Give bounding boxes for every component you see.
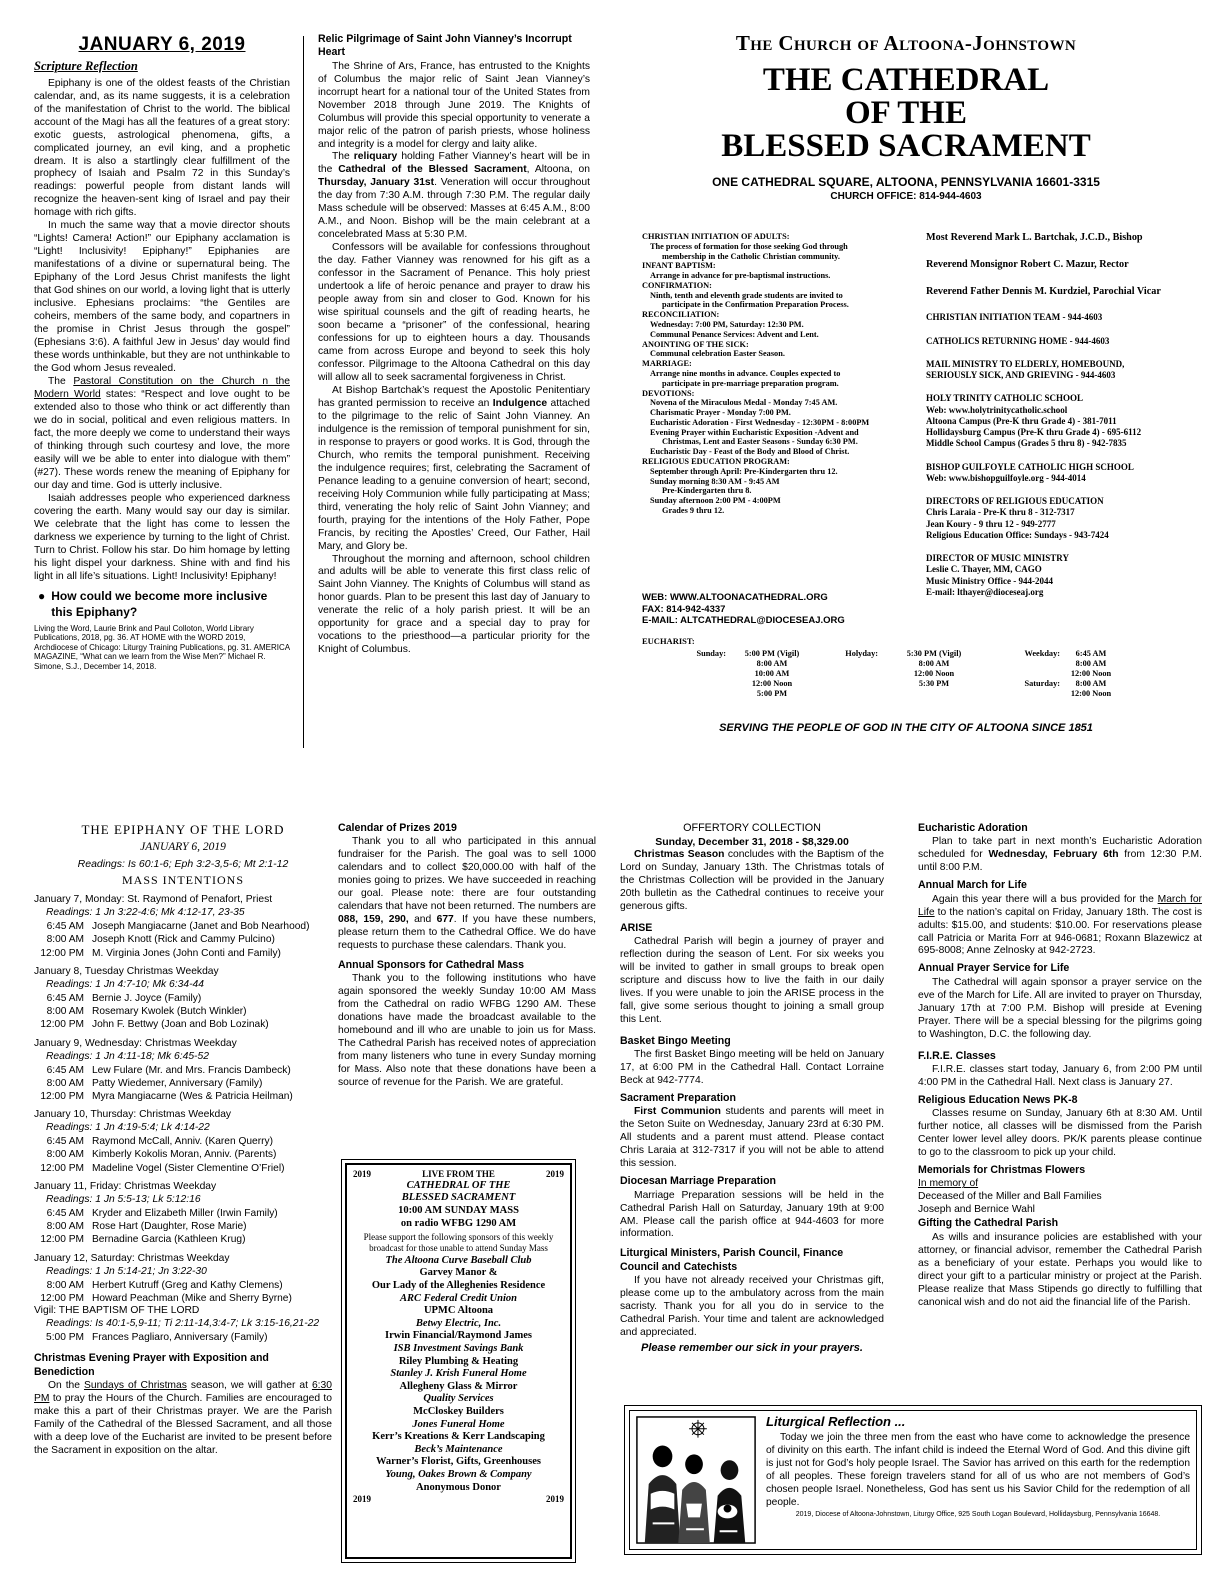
sponsor-name: Young, Oakes Brown & Company [385, 1468, 532, 1480]
feast-title: THE EPIPHANY OF THE LORD [81, 822, 285, 837]
intention-time: 12:00 PM [40, 1162, 84, 1174]
sponsor-name: Betwy Electric, Inc. [415, 1317, 502, 1329]
service-line: Grades 9 thru 12. [662, 505, 725, 515]
intention-name: Kryder and Elizabeth Miller (Irwin Family) [92, 1207, 278, 1219]
eucharist-cell [988, 669, 1062, 679]
intention-row [34, 1233, 332, 1246]
eucharist-cell [816, 659, 880, 669]
bulletin-date: JANUARY 6, 2019 [78, 34, 246, 55]
sponsor-name: Beck’s Maintenance [414, 1443, 503, 1455]
eucharist-cell: Sunday: [696, 648, 726, 658]
directory-line: Music Ministry Office - 944-2044 [926, 575, 1053, 586]
sponsor-name: McCloskey Builders [413, 1405, 504, 1417]
memorial-heading: In memory of [918, 1178, 979, 1190]
service-line: Eucharistic Day - Feast of the Body and Blood of Christ. [650, 447, 850, 457]
arise-title: ARISE [620, 921, 653, 934]
sacrament-paragraph: First Communion students and parents will meet in the Seton Suite on Wednesday, January 23rd at 6:30 PM. All students and a parent must attend. Please contact Chris Laraia at 312-7317 if you will not be able to attend this session. [620, 1106, 884, 1170]
scripture-reflection-title: Scripture Reflection [34, 58, 138, 73]
eucharist-cell [676, 679, 728, 689]
directory-line: Web: www.holytrinitycatholic.school [926, 404, 1068, 415]
eucharist-cell: 5:30 PM [918, 679, 950, 689]
eucharist-cell: 5:00 PM [756, 689, 788, 699]
document-link[interactable]: Pastoral Constitution on the Church n the Modern World [34, 375, 290, 400]
relic-paragraph: At Bishop Bartchak’s request the Apostolic Penitentiary has granted permission to receive an Indulgence attached to the pilgrimage to the relic of Saint John Vianney. An indulgence is the remission of temporal punishment for sin, in response to prayers or good works. It is God, through the Church, who remits the temporal punishment. Receiving the indulgence requires; first, celebrating the Sacrament of Penance leading to a genuine conversion of heart; second, receiving Holy Communion while fully participating at Mass; third, venerating the holy relic of Saint John Vianney; and fourth, praying for the intentions of the Holy Father, Pope Francis, by reciting the Apostles’ Creed, Our Father, Hail Mary, and Glory be. [318, 384, 590, 552]
service-line: CHRISTIAN INITIATION OF ADULTS: [642, 232, 790, 241]
liturgical-reflection-paragraph: Today we join the three men from the east who have come to acknowledge the presence of divinity on this earth. The infant child is indeed the Eternal Word of God. And this divine gift is just not for God’s holy people Israel. The Savior has arrived on this earth for the redemption of all peoples. These foreign travelers stand for all of us who are not members of God’s chosen people Israel. Nonetheless, God has sent us his Savior Child for the redemption of all people. [766, 1432, 1190, 1508]
directory-line: Middle School Campus (Grades 5 thru 8) - 942-7835 [926, 438, 1127, 449]
service-line: Communal Penance Services: Advent and Lent. [650, 329, 819, 339]
intention-name: Herbert Kutruff (Greg and Kathy Clemens) [92, 1279, 283, 1291]
eucharist-cell: 6:45 AM [1075, 648, 1107, 658]
church-office-phone: CHURCH OFFICE: 814-944-4603 [830, 190, 982, 202]
eucharist-cell [816, 689, 880, 699]
directory-entry [926, 312, 1212, 323]
service-line: Arrange nine months in advance. Couples expected to [650, 368, 841, 378]
service-line: Sunday morning 8:30 AM - 9:45 AM [650, 476, 780, 486]
directory-line: Reverend Father Dennis M. Kurdziel, Parochial Vicar [926, 285, 1161, 297]
intention-name: Patty Wiedemer, Anniversary (Family) [92, 1077, 263, 1089]
directory-entry [926, 232, 1212, 245]
intention-row [34, 1279, 332, 1292]
offertory-column [620, 822, 884, 1392]
eucharist-row [676, 659, 1120, 669]
intention-readings: Readings: 1 Jn 4:11-18; Mk 6:45-52 [46, 1050, 209, 1062]
intention-row [34, 1090, 332, 1103]
ministers-title: Liturgical Ministers, Parish Council, Finance Council and Catechists [620, 1247, 844, 1273]
eucharist-cell: 8:00 AM [756, 658, 788, 668]
intention-row [34, 920, 332, 933]
intention-name: M. Virginia Jones (John Conti and Family) [92, 947, 281, 959]
sponsor-name: Riley Plumbing & Heating [398, 1355, 519, 1367]
sacrament-title: Sacrament Preparation [620, 1092, 736, 1105]
service-line: Evening Prayer within Eucharistic Exposition -Advent and [650, 427, 859, 437]
eucharist-cell: 5:30 PM (Vigil) [906, 648, 962, 658]
intention-time: 8:00 AM [46, 1149, 84, 1161]
intention-time: 12:00 PM [40, 1234, 84, 1246]
service-line: Sunday afternoon 2:00 PM - 4:00PM [650, 496, 781, 506]
sponsor-name: Garvey Manor & [419, 1267, 498, 1279]
intention-name: Madeline Vogel (Sister Clementine O’Friel) [92, 1162, 285, 1174]
calendar-prizes-paragraph: Thank you to all who participated in this annual fundraiser for the Parish. The goal was to sell 1000 calendars and to collect $20,000.00 with half of the monies going to prizes. We have succeeded in reaching our goal. Please note: there are four outstanding calendars that have not been returned. The numbers are 088, 159, 290, and 677. If you have these numbers, please return them to the Cathedral Office. We do have requests to purchase these calendars. Thank you. [338, 836, 596, 952]
directory-entry [926, 393, 1212, 449]
intention-row [34, 1005, 332, 1018]
intention-row [34, 1135, 332, 1148]
service-line: MARRIAGE: [642, 359, 692, 369]
intention-time: 12:00 PM [40, 1091, 84, 1102]
prayer-service-title: Annual Prayer Service for Life [918, 962, 1070, 975]
intention-day [34, 1109, 332, 1175]
intention-time: 6:45 AM [46, 1136, 84, 1148]
fire-classes-title: F.I.R.E. Classes [918, 1049, 996, 1062]
intention-time: 6:45 AM [46, 1207, 84, 1219]
magi-illustration [634, 1415, 758, 1545]
serving-tagline: SERVING THE PEOPLE OF GOD IN THE CITY OF ALTOONA SINCE 1851 [719, 722, 1093, 734]
eucharist-cell: 12:00 Noon [751, 679, 793, 689]
bullet-icon: ● [38, 589, 46, 604]
directory-entry [926, 336, 1212, 347]
reflection-paragraph: The Pastoral Constitution on the Church n the Modern World states: “Respect and love ought to be extended also to those who think or act differently than we do in social, political and even religious matters. In fact, the more deeply we come to understand their ways of thinking through such courtesy and love, the more easily will we be able to enter into dialogue with them” (#27). These words renew the meaning of Epiphany for our day and time. God is utterly inclusive. [34, 375, 290, 491]
directory-line: Altoona Campus (Pre-K thru Grade 4) - 381-7011 [926, 415, 1117, 426]
eucharist-cell: 12:00 Noon [1070, 668, 1112, 678]
radio-sponsors-box [341, 1159, 576, 1563]
services-list [642, 232, 922, 577]
sponsor-name: UPMC Altoona [423, 1305, 494, 1317]
eucharist-cell: 10:00 AM [754, 668, 790, 678]
arise-paragraph: Cathedral Parish will begin a journey of prayer and reflection during the season of Lent. For six weeks you will be invited to gather in small groups to break open scripture and discuss how to live the faith in our daily lives. If you were unable to join the ARISE process in the fall, give some serious thought to joining a small group this Lent. [620, 936, 884, 1025]
eucharist-cell [988, 689, 1062, 699]
eucharist-cell: Weekday: [1024, 648, 1060, 658]
sponsor-name: Allegheny Glass & Mirror [399, 1380, 518, 1392]
eucharist-cell: 8:00 AM [918, 658, 950, 668]
intention-name: Raymond McCall, Anniv. (Karen Querry) [92, 1136, 273, 1148]
bingo-paragraph: The first Basket Bingo meeting will be held on January 17, at 6:00 PM in the Cathedral Hall. Contact Lorraine Beck at 942-7774. [620, 1049, 884, 1087]
intention-time: 6:45 AM [46, 1064, 84, 1076]
intention-day-title: January 10, Thursday: Christmas Weekday [34, 1109, 232, 1121]
intention-row [34, 1148, 332, 1161]
directory-entry [926, 553, 1212, 598]
offertory-amount: Sunday, December 31, 2018 - $8,329.00 [655, 835, 849, 848]
religious-ed-title: Religious Education News PK-8 [918, 1093, 1078, 1106]
service-line: Novena of the Miraculous Medal - Monday 7:45 AM. [650, 398, 838, 408]
service-line: Ninth, tenth and eleventh grade students are invited to [650, 290, 843, 300]
sponsor-name: Warner’s Florist, Gifts, Greenhouses [376, 1456, 541, 1468]
intention-time: 8:00 AM [46, 1077, 84, 1089]
service-line: participate in the Confirmation Preparation Process. [662, 300, 849, 310]
sponsor-name: Kerr’s Kreations & Kerr Landscaping [372, 1431, 545, 1443]
intention-time: 12:00 PM [40, 1292, 84, 1304]
intention-day-title: January 8, Tuesday Christmas Weekday [34, 965, 219, 977]
directory-entry [926, 462, 1212, 485]
sponsors-title: Annual Sponsors for Cathedral Mass [338, 959, 525, 972]
service-line: Arrange in advance for pre-baptismal instructions. [650, 271, 831, 281]
intention-row [34, 933, 332, 946]
directory-line: Reverend Monsignor Robert C. Mazur, Rector [926, 258, 1129, 270]
liturgy-office-credit: 2019, Diocese of Altoona-Johnstown, Liturgy Office, 925 South Logan Boulevard, Hollidaysburg, Pennsylvania 16648. [795, 1511, 1161, 1519]
sponsor-name: Anonymous Donor [416, 1481, 501, 1493]
ministers-paragraph: If you have not already received your Christmas gift, please come up to the ambulatory across from the main sacristy. Thank you for all you do in service to the Cathedral Parish. Your time and talent are acknowledged and appreciated. [620, 1275, 884, 1338]
eucharist-cell: 8:00 AM [1075, 658, 1107, 668]
scripture-column [34, 33, 290, 751]
intention-row: 5:00 PM Frances Pagliaro, Anniversary (Family) [46, 1332, 268, 1343]
intention-day [34, 1038, 332, 1104]
intention-day [34, 1253, 332, 1305]
adoration-paragraph: Plan to take part in next month’s Eucharistic Adoration scheduled for Wednesday, February 6th from 12:30 P.M. until 8:00 P.M. [918, 836, 1202, 874]
directory-line: Most Reverend Mark L. Bartchak, J.C.D., Bishop [926, 232, 1143, 243]
prizes-column [338, 822, 596, 1154]
eucharist-cell [816, 669, 880, 679]
intention-readings: Readings: 1 Jn 4:19-5:4; Lk 4:14-22 [46, 1122, 210, 1134]
intention-day-title: January 7, Monday: St. Raymond of Penafort, Priest [34, 894, 273, 906]
intention-time: 8:00 AM [46, 1006, 84, 1018]
mass-intentions-column [34, 822, 332, 1570]
eucharist-cell [988, 659, 1062, 669]
intention-time: 8:00 AM [46, 1279, 84, 1291]
reflection-paragraph: In much the same way that a movie director shouts “Lights! Camera! Action!” our Epiphany acclamation is “Light! Inclusivity! Epiphany!” Epiphanies are manifestations of a divine or supernatural being. The Epiphany of the Lord Jesus Christ manifests the light that God shines on our world, a loving light that is utterly inclusive. Ephesians proclaims: “the Gentiles are coheirs, members of the same body, and copartners in the promise in Christ Jesus through the gospel” (Ephesians 3:6). A faithful Jew in Jesus’ day would find these words unthinkable, but they are not unthinkable to the God whom Jesus revealed. [34, 220, 290, 374]
eucharist-schedule [642, 636, 1202, 716]
year-label: 2019 [546, 1169, 564, 1179]
intention-row [34, 1220, 332, 1233]
evening-prayer-paragraph: On the Sundays of Christmas season, we will gather at 6:30 PM to pray the Hours of the Church. Families are encouraged to make this a part of their Christmas prayer. We are the Parish Family of the Cathedral of the Blessed Sacrament, and all those with a deep love of the Eucharist are invited to be present before the Sacrament in exposition on the altar. [34, 1379, 332, 1456]
intention-time: 12:00 PM [40, 1019, 84, 1031]
service-line: Pre-Kindergarten thru 8. [662, 486, 752, 496]
service-line: Eucharistic Adoration - First Wednesday - 12:30PM - 8:00PM [650, 417, 870, 427]
service-line: RECONCILIATION: [642, 310, 720, 320]
memorial-name: Joseph and Bernice Wahl [918, 1204, 1035, 1216]
calendar-prizes-title: Calendar of Prizes 2019 [338, 822, 457, 834]
intention-row [34, 947, 332, 960]
directory-entry [926, 496, 1212, 541]
relic-paragraph: Throughout the morning and afternoon, school children and adults will be able to venerate this first class relic of Saint John Vianney. The Knights of Columbus will stand as honor guards. Plan to be present this last day of January to venerate the relic of a holy parish priest. It will be an opportunity for grace and a special day to pray for vocations to the priesthood—a particular priority for the Knight of Columbus. [318, 553, 590, 656]
intention-row [34, 992, 332, 1005]
year-label: 2019 [353, 1169, 371, 1179]
service-line: Wednesday: 7:00 PM, Saturday: 12:30 PM. [650, 320, 804, 330]
vigil-title: Vigil: THE BAPTISM OF THE LORD [34, 1305, 200, 1317]
directory-line: SERIOUSLY SICK, AND GRIEVING - 944-4603 [926, 370, 1116, 380]
feast-date: JANUARY 6, 2019 [140, 841, 226, 854]
directory-line: MAIL MINISTRY TO ELDERLY, HOMEBOUND, [926, 358, 1125, 369]
sick-prayer-note: Please remember our sick in your prayers. [641, 1341, 863, 1354]
box-heading: BLESSED SACRAMENT [401, 1192, 516, 1204]
intention-day-title: January 12, Saturday: Christmas Weekday [34, 1252, 230, 1264]
march-for-life-paragraph: Again this year there will a bus provided for the March for Life to the nation’s capital on Friday, January 18th. The cost is adults: $15.00, and students: $10.00. For reservations please call Patricia or Marita Forr at 946-0681; Roxann Blazewicz at 695-8008; Anne Zelnosky at 942-2723. [918, 893, 1202, 957]
intention-readings: Readings: 1 Jn 3:22-4:6; Mk 4:12-17, 23-35 [46, 907, 245, 919]
intention-name: Lew Fulare (Mr. and Mrs. Francis Dambeck) [92, 1064, 291, 1076]
intention-name: Bernadine Garcia (Kathleen Krug) [92, 1234, 246, 1246]
eucharist-cell: 12:00 Noon [913, 668, 955, 678]
eucharist-cell: Saturday: [1024, 679, 1060, 689]
intention-row [34, 1077, 332, 1090]
eucharist-cell [816, 679, 880, 689]
intention-row [34, 1292, 332, 1305]
directory-line: Chris Laraia - Pre-K thru 8 - 312-7317 [926, 507, 1075, 518]
sponsor-name: Jones Funeral Home [412, 1418, 505, 1430]
service-line: The process of formation for those seeking God through [650, 241, 848, 251]
directory-line: Hollidaysburg Campus (Pre-K thru Grade 4) - 695-6112 [926, 427, 1142, 437]
box-note: Please support the following sponsors of this weekly broadcast for those unable to attend Sunday Mass [363, 1232, 554, 1253]
sponsors-list [353, 1255, 564, 1494]
religious-ed-paragraph: Classes resume on Sunday, January 6th at 8:30 AM. Until further notice, all classes will be dismissed from the Parish Center lower level alley doors. PK/K parents please continue to go to the classroom to pick up your child. [918, 1108, 1202, 1159]
box-heading: 10:00 AM SUNDAY MASS [398, 1204, 519, 1216]
service-line: DEVOTIONS: [642, 388, 695, 398]
intention-name: Joseph Knott (Rick and Cammy Pulcino) [92, 934, 275, 946]
intention-time: 6:45 AM [46, 921, 84, 933]
intention-name: Rosemary Kwolek (Butch Winkler) [92, 1006, 247, 1018]
directory-line: Religious Education Office: Sundays - 943-7424 [926, 529, 1109, 540]
intention-readings: Readings: 1 Jn 4:7-10; Mk 6:34-44 [46, 978, 204, 990]
sponsor-name: Stanley J. Krish Funeral Home [390, 1368, 527, 1380]
service-line: September through April: Pre-Kindergarten thru 12. [650, 466, 838, 476]
eucharist-cell: 8:00 AM [1075, 679, 1107, 689]
eucharist-row [676, 649, 1120, 659]
service-line: Communal celebration Easter Season. [650, 349, 785, 359]
fire-classes-paragraph: F.I.R.E. classes start today, January 6, from 2:00 PM until 4:00 PM in the Cathedral Hall. Next class is January 27. [918, 1063, 1202, 1088]
directory-entry [926, 259, 1212, 272]
intention-day-title: January 11, Friday: Christmas Weekday [34, 1180, 217, 1192]
sponsor-name: The Altoona Curve Baseball Club [385, 1254, 532, 1266]
sponsor-name: Quality Services [423, 1393, 494, 1405]
eucharist-cell: Holyday: [845, 648, 878, 658]
intention-name: Myra Mangiacarne (Wes & Patricia Heilman) [92, 1091, 293, 1102]
marriage-prep-paragraph: Marriage Preparation sessions will be held in the Cathedral Parish Hall on Saturday, January 19th at 9:00 AM. Please call the parish office at 944-4603 for more information. [620, 1189, 884, 1240]
march-for-life-title: Annual March for Life [918, 879, 1027, 892]
eucharist-row [676, 689, 1120, 699]
evening-prayer-title: Christmas Evening Prayer with Exposition and Benediction [34, 1352, 269, 1378]
memorial-name: Deceased of the Miller and Ball Families [918, 1191, 1102, 1203]
intention-day [34, 966, 332, 1032]
service-line: CONFIRMATION: [642, 280, 712, 290]
intention-name: Joseph Mangiacarne (Janet and Bob Nearhood) [92, 921, 310, 933]
intention-row [34, 1162, 332, 1175]
marriage-prep-title: Diocesan Marriage Preparation [620, 1175, 777, 1188]
directory-line: Jean Koury - 9 thru 12 - 949-2777 [926, 518, 1056, 529]
liturgical-reflection-title: Liturgical Reflection ... [766, 1414, 906, 1429]
intention-name: John F. Bettwy (Joan and Bob Lozinak) [92, 1019, 269, 1031]
box-heading: LIVE FROM THE [422, 1169, 495, 1179]
intention-row [34, 1064, 332, 1077]
email-link[interactable]: E-MAIL: ALTCATHEDRAL@DIOCESEAJ.ORG [642, 615, 845, 627]
intention-time: 8:00 AM [46, 934, 84, 946]
feast-readings: Readings: Is 60:1-6; Eph 3:2-3,5-6; Mt 2:1-12 [77, 857, 289, 870]
intention-day [34, 1181, 332, 1247]
eucharist-cell [676, 689, 728, 699]
reflection-question: ● How could we become more inclusive this Epiphany? [38, 589, 268, 619]
eucharist-cell: 12:00 Noon [1070, 689, 1112, 699]
eucharist-cell: 5:00 PM (Vigil) [744, 648, 800, 658]
website-link[interactable]: WEB: WWW.ALTOONACATHEDRAL.ORG [642, 592, 828, 603]
directory-line: DIRECTOR OF MUSIC MINISTRY [926, 553, 1069, 563]
sponsor-name: Our Lady of the Alleghenies Residence [371, 1280, 546, 1292]
contact-info [642, 592, 922, 632]
bingo-title: Basket Bingo Meeting [620, 1034, 731, 1047]
directory-line: DIRECTORS OF RELIGIOUS EDUCATION [926, 496, 1104, 506]
prayer-service-paragraph: The Cathedral will again sponsor a prayer service on the eve of the March for Life. All are invited to prayer on Thursday, January 17th at 7:00 P.M. Bishop will preside at Evening Prayer. There will be a special blessing for the pilgrims going to Washington, D.C. the following day. [918, 976, 1202, 1040]
box-heading: on radio WFBG 1290 AM [400, 1217, 517, 1229]
intention-name: Kimberly Kokolis Moran, Anniv. (Parents) [92, 1149, 277, 1161]
intention-readings: Readings: 1 Jn 5:14-21; Jn 3:22-30 [46, 1265, 207, 1277]
offertory-title: OFFERTORY COLLECTION [683, 822, 821, 834]
year-label: 2019 [353, 1494, 371, 1505]
directory-line: HOLY TRINITY CATHOLIC SCHOOL [926, 393, 1083, 404]
memorials-title: Memorials for Christmas Flowers [918, 1164, 1086, 1177]
column-divider [303, 36, 304, 748]
sponsor-name: ISB Investment Savings Bank [393, 1343, 524, 1355]
box-heading: CATHEDRAL OF THE [406, 1179, 511, 1191]
intention-row [34, 1018, 332, 1031]
eucharist-cell [676, 669, 728, 679]
eucharist-row [676, 669, 1120, 679]
intention-time: 8:00 AM [46, 1221, 84, 1233]
service-line: membership in the Catholic Christian community. [662, 251, 840, 261]
intention-name: Rose Hart (Daughter, Rose Marie) [92, 1221, 247, 1233]
service-line: participate in pre-marriage preparation program. [662, 378, 839, 388]
intention-day [34, 894, 332, 960]
relic-article [318, 33, 590, 749]
eucharist-row [676, 679, 1120, 689]
gifting-title: Gifting the Cathedral Parish [918, 1217, 1059, 1230]
eucharist-table [676, 649, 1120, 700]
mass-intentions-heading: MASS INTENTIONS [121, 873, 244, 888]
service-line: ANOINTING OF THE SICK: [642, 339, 749, 349]
eucharist-cell [880, 689, 988, 699]
relic-paragraph: The reliquary holding Father Vianney’s heart will be in the Cathedral of the Blessed Sacrament, Altoona, on Thursday, January 31st. Veneration will occur throughout the day from 7:30 A.M. through 7:30 P.M. The regular daily Mass schedule will be observed: Masses at 6:45 A.M., 8:00 A.M., and Noon. Bishop will be the main celebrant at a concelebrated Mass at 5:30 P.M. [318, 151, 590, 241]
cathedral-name: THE CATHEDRAL OF THE BLESSED SACRAMENT [721, 62, 1091, 165]
relic-paragraph: The Shrine of Ars, France, has entrusted to the Knights of Columbus the major relic of Saint Jean Vianney’s incorrupt heart for a national tour of the United States from November 2018 through June 2019. The Knights of Columbus will provide this special opportunity to venerate a major relic of the patron of parish priests, whose holiness and integrity is a model for clergy and laity alike. [318, 60, 590, 150]
citation: Living the Word, Laurie Brink and Paul Colloton, World Library Publications, 2018, pg. 36. AT HOME with the WORD 2019, Archdiocese of Chicago: Liturgy Training Publications, pg. 31. AMERICA MAGAZINE, “What can we learn from the Wise Men?” Michael R. Simone, S.J., December 14, 2018. [34, 623, 290, 672]
intention-day-title: January 9, Wednesday: Christmas Weekday [34, 1037, 237, 1049]
staff-directory [926, 232, 1212, 632]
adoration-title: Eucharistic Adoration [918, 822, 1028, 834]
relic-title: Relic Pilgrimage of Saint John Vianney’s Incorrupt Heart [318, 33, 572, 59]
sponsor-name: Irwin Financial/Raymond James [384, 1330, 532, 1342]
directory-entry [926, 359, 1212, 382]
intention-name: Howard Peachman (Mike and Sherry Byrne) [92, 1292, 292, 1304]
address: ONE CATHEDRAL SQUARE, ALTOONA, PENNSYLVANIA 16601-3315 [712, 175, 1100, 190]
intention-name: Bernie J. Joyce (Family) [92, 992, 202, 1004]
reflection-paragraph: Epiphany is one of the oldest feasts of the Christian calendar, and, as its name suggests, it is a celebration of the manifestation of Christ to the world. The biblical account of the Magi has all the features of a great story: exotic guests, astrological phenomena, gifts, a complicated journey, an evil king, and a prophetic dream. It is also a startlingly clear fulfillment of the prophecy of Isaiah and Psalm 72 in this Sunday’s readings: powerful people from distant lands will recognize the heaven-sent king of Israel and pay their homage with rich gifts. [34, 77, 290, 219]
directory-line: Leslie C. Thayer, MM, CAGO [926, 564, 1042, 575]
liturgical-reflection-box [624, 1405, 1202, 1555]
year-label: 2019 [546, 1494, 564, 1505]
offertory-paragraph: Christmas Season concludes with the Baptism of the Lord on Sunday, January 13th. The Christmas totals of the Christmas Collection will be provided in the January 20th bulletin as the Cathedral continues to receive your generous gifts. [620, 848, 884, 912]
directory-line: CHRISTIAN INITIATION TEAM - 944-4603 [926, 312, 1103, 323]
fax-number: FAX: 814-942-4337 [642, 603, 726, 615]
directory-line: Web: www.bishopguilfoyle.org - 944-4014 [926, 472, 1086, 483]
service-line: Christmas, Lent and Easter Seasons - Sunday 6:30 PM. [662, 437, 858, 447]
service-line: RELIGIOUS EDUCATION PROGRAM: [642, 456, 790, 466]
directory-entry [926, 286, 1212, 299]
relic-paragraph: Confessors will be available for confessions throughout the day. Father Vianney was renowned for his gift as a confessor in the Sacrament of Penance. This holy priest undertook a life of heroic penance and prayer to draw his people away from sin and closer to God. Known for his wise spiritual counsels and the gift of reading hearts, he soon became a “prisoner” of the confessional, hearing confessions for up to eighteen hours a day. Thousands came from across Europe and beyond to seek this holy confessor. Pilgrimage to the Altoona Cathedral on this day will allow all to seek sacramental forgiveness in Christ. [318, 242, 590, 383]
directory-line: BISHOP GUILFOYLE CATHOLIC HIGH SCHOOL [926, 461, 1134, 472]
masthead [612, 30, 1200, 203]
sponsor-name: ARC Federal Credit Union [400, 1292, 517, 1304]
gifting-paragraph: As wills and insurance policies are established with your attorney, or financial advisor, remember the Cathedral Parish as a beneficiary of your estate. Perhaps you would like to direct your gift to a particular ministry or project at the Parish. Please realize that Mass Stipends go directly to fulfilling that canonical wish and do not aid the financial life of the Parish. [918, 1231, 1202, 1308]
mass-intentions-list [34, 894, 332, 1305]
directory-line: E-mail: lthayer@dioceseaj.org [926, 586, 1044, 597]
eucharist-label: EUCHARIST: [642, 636, 695, 646]
intention-row [34, 1207, 332, 1220]
announcements-column [918, 822, 1202, 1398]
church-name: The Church of Altoona-Johnstown [735, 31, 1077, 55]
intention-readings: Readings: 1 Jn 5:5-13; Lk 5:12:16 [46, 1193, 201, 1205]
sponsors-paragraph: Thank you to the following institutions who have again sponsored the weekly Sunday 10:00 AM Mass from the Cathedral on radio WFBG 1290 AM. These donations have made the broadcast available to the homebound and ill who are unable to join us for Mass. The Cathedral Parish has received notes of appreciation from many listeners who tune in every Sunday morning for Mass. Also note that these donations have been a source of revenue for the Parish. We are grateful. [338, 973, 596, 1089]
eucharist-cell [676, 659, 728, 669]
directory-line: CATHOLICS RETURNING HOME - 944-4603 [926, 335, 1110, 346]
service-line: INFANT BAPTISM: [642, 261, 716, 271]
vigil-readings: Readings: Is 40:1-5,9-11; Ti 2:11-14,3:4-7; Lk 3:15-16,21-22 [46, 1318, 320, 1330]
reflection-paragraph: Isaiah addresses people who experienced darkness covering the earth. Many would say our day is similar. We celebrate that the light has come to lessen the darkness we experience by turning to the light of Christ. Turn to Christ. Follow his star. Do him homage by letting his light dispel your darkness. Shine with and find his light in all life’s situations. Light! Inclusivity! Epiphany! [34, 492, 290, 582]
service-line: Charismatic Prayer - Monday 7:00 PM. [650, 408, 791, 418]
intention-time: 12:00 PM [40, 947, 84, 959]
intention-time: 6:45 AM [46, 992, 84, 1004]
